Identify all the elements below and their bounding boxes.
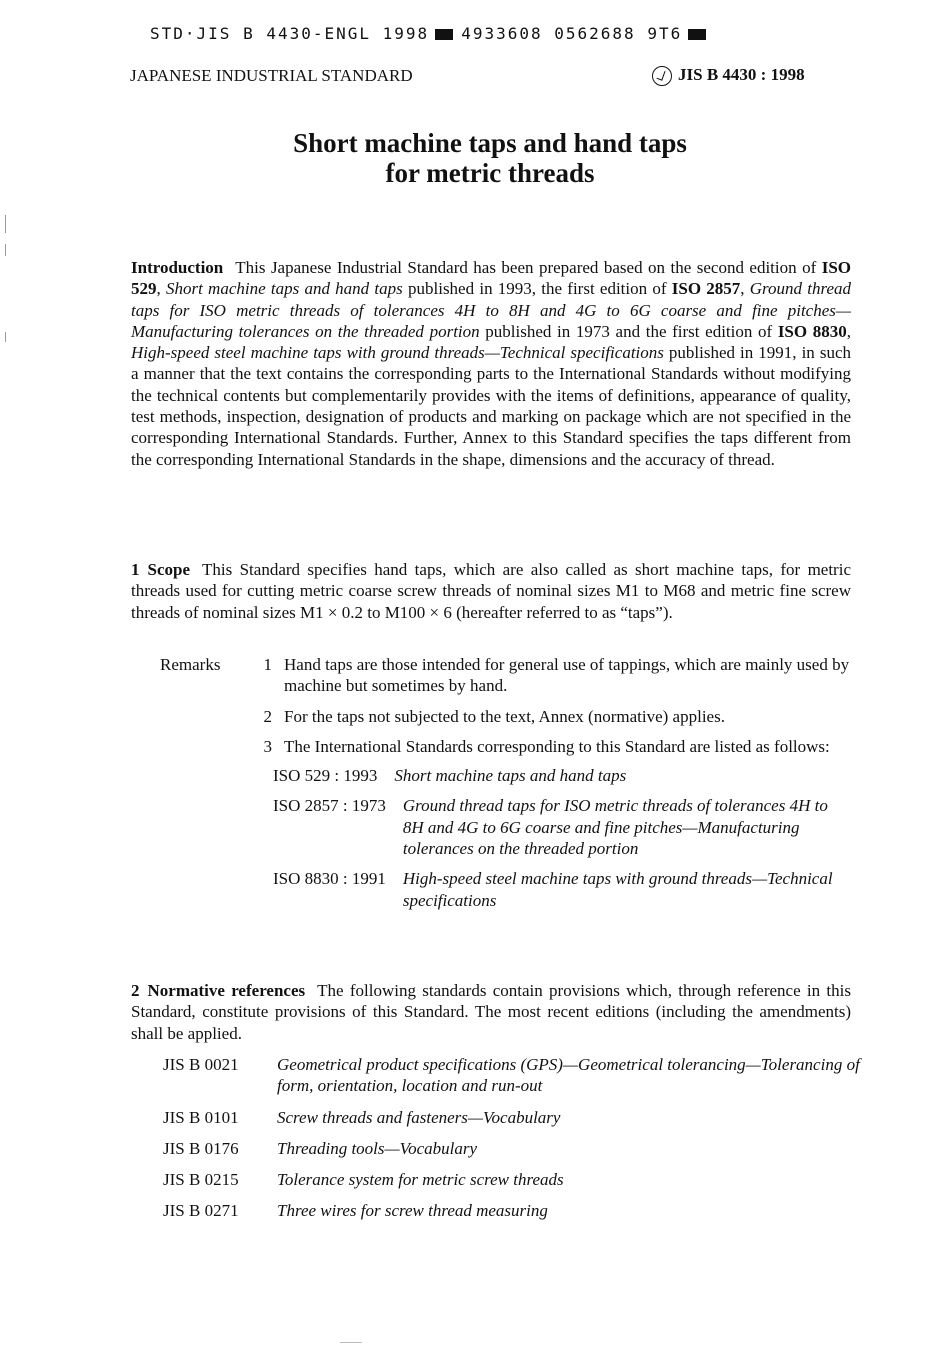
intro-text: ,	[156, 279, 166, 299]
scope-section	[131, 559, 851, 623]
intro-title-iso2857: Ground thread taps for ISO metric threads of tolerances 4H to 8H and 4G to 6G coarse and fine pitches—Manufacturing tolerances on the threaded portion	[131, 279, 852, 341]
scope-heading: Scope	[147, 560, 190, 579]
intro-text: published in 1993, the first edition of	[402, 279, 672, 299]
remark-number: 2	[263, 706, 272, 726]
jis-reference-code: JIS B 0176	[163, 1138, 239, 1158]
remark-text: For the taps not subjected to the text, Annex (normative) applies.	[284, 706, 725, 726]
title-line-2: for metric threads	[385, 158, 595, 188]
jis-reference-code: JIS B 0021	[163, 1055, 239, 1074]
document-stamp	[150, 24, 714, 43]
scan-margin-mark	[5, 215, 6, 233]
jis-reference-item	[163, 1107, 863, 1128]
intro-text: ,	[846, 321, 851, 341]
title-line-1: Short machine taps and hand taps	[293, 128, 687, 158]
remark-number: 3	[263, 736, 272, 756]
iso-standard-code: ISO 8830 : 1991	[273, 869, 386, 889]
iso-standards-list	[273, 765, 850, 911]
jis-reference-title: Screw threads and fasteners—Vocabulary	[277, 1107, 561, 1127]
scan-margin-mark	[5, 244, 6, 256]
scope-text: This Standard specifies hand taps, which are also called as short machine taps, for metric threads used for cutting metric coarse screw threads of nominal sizes M1 to M68 and metric fine screw threads of nominal sizes M1 × 0.2 to M100 × 6 (hereafter referred to as “taps”).	[131, 560, 851, 622]
jis-mark-icon	[652, 66, 672, 86]
jis-reference-code: JIS B 0215	[163, 1170, 239, 1190]
intro-text: published in 1973 and the first edition of	[479, 321, 778, 341]
header-standard-number	[652, 65, 805, 86]
jis-reference-item	[163, 1200, 863, 1221]
page-title	[130, 128, 850, 188]
normref-number: 2	[131, 981, 140, 1000]
iso-standard-item	[273, 795, 850, 859]
header-number-text: JIS B 4430 : 1998	[678, 65, 805, 84]
intro-ref-iso529: ISO 529	[131, 258, 851, 299]
header-standard-name: JAPANESE INDUSTRIAL STANDARD	[130, 66, 413, 85]
remarks-label: Remarks	[160, 655, 221, 674]
intro-ref-iso2857: ISO 2857	[671, 279, 741, 299]
jis-reference-item	[163, 1138, 863, 1159]
remark-number: 1	[263, 655, 272, 674]
iso-standard-title: Ground thread taps for ISO metric threads of tolerances 4H to 8H and 4G to 6G coarse and fine pitches—Manufacturing tolerances on the threaded portion	[402, 796, 828, 859]
introduction-heading: Introduction	[131, 258, 224, 277]
remark-text: The International Standards corresponding to this Standard are listed as follows:	[284, 736, 830, 756]
stamp-prefix: STD·JIS B 4430-ENGL 1998	[150, 24, 430, 43]
scan-footer-mark	[340, 1342, 362, 1343]
intro-title-iso529: Short machine taps and hand taps	[165, 279, 403, 299]
normref-text: The following standards contain provisions which, through reference in this Standard, constitute provisions of this Standard. The most recent editions (including the amendments) shall be applied.	[131, 981, 851, 1043]
intro-ref-iso8830: ISO 8830	[777, 321, 847, 341]
stamp-block	[435, 29, 453, 40]
jis-reference-title: Geometrical product specifications (GPS)—Geometrical tolerancing—Tolerancing of form, orientation, location and run-out	[277, 1055, 860, 1096]
stamp-block	[688, 29, 706, 40]
jis-reference-item	[163, 1169, 863, 1190]
jis-references-list	[163, 1054, 863, 1232]
introduction-paragraph	[131, 257, 851, 470]
scan-margin-mark	[5, 332, 6, 342]
iso-standard-item	[273, 868, 850, 911]
intro-text: published in 1991, in such a manner that the text contains the corresponding parts to the International Standards without modifying the technical contents but complementarily provides with the items of definitions, appearance of quality, test methods, inspection, designation of products and marking on package which are not specified in the corresponding International Standards. Further, Annex to this Standard specifies the taps different from the corresponding International Standards in the shape, dimensions and the accuracy of thread.	[131, 343, 851, 469]
remarks-block	[160, 654, 850, 920]
normative-references-section	[131, 980, 851, 1044]
remark-item	[160, 706, 850, 727]
jis-reference-title: Three wires for screw thread measuring	[277, 1201, 548, 1221]
iso-standard-title: Short machine taps and hand taps	[394, 766, 627, 786]
intro-text: ,	[740, 279, 750, 299]
intro-title-iso8830: High-speed steel machine taps with ground threads—Technical specifications	[131, 343, 664, 363]
normref-heading: Normative references	[147, 981, 306, 1000]
jis-reference-title: Threading tools—Vocabulary	[277, 1138, 478, 1158]
remark-text: Hand taps are those intended for general use of tappings, which are mainly used by machine but sometimes by hand.	[284, 655, 850, 696]
iso-standard-code: ISO 2857 : 1973	[273, 796, 386, 816]
jis-reference-title: Tolerance system for metric screw threads	[277, 1170, 564, 1190]
intro-text: This Japanese Industrial Standard has been prepared based on the second edition of	[235, 258, 822, 277]
remark-item	[160, 654, 850, 697]
iso-standard-title: High-speed steel machine taps with ground threads—Technical specifications	[402, 869, 833, 910]
stamp-code: 4933608 0562688 9T6	[461, 24, 683, 43]
iso-standard-code: ISO 529 : 1993	[273, 766, 378, 786]
remark-item	[160, 736, 850, 757]
scope-number: 1	[131, 560, 140, 579]
jis-reference-item	[163, 1054, 863, 1097]
iso-standard-item	[273, 765, 850, 786]
jis-reference-code: JIS B 0101	[163, 1107, 239, 1127]
jis-reference-code: JIS B 0271	[163, 1201, 239, 1221]
